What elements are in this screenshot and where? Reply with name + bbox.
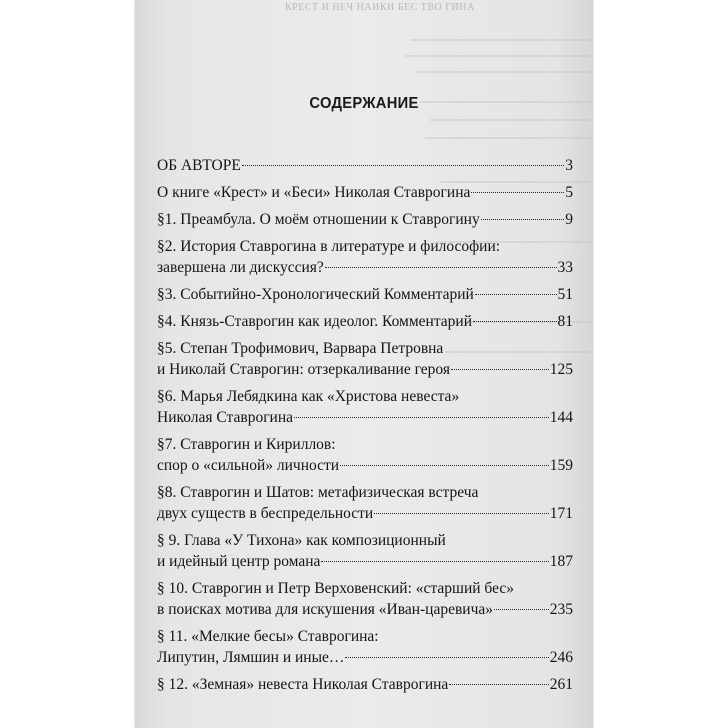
toc-entry-text: §5. Степан Трофимович, Варвара Петровна bbox=[157, 340, 444, 357]
dot-leader bbox=[449, 684, 548, 685]
toc-entry bbox=[157, 338, 573, 380]
toc-entry-text: §6. Марья Лебядкина как «Христова невеста» bbox=[157, 388, 460, 405]
toc-page-number: 159 bbox=[549, 457, 573, 474]
toc-page-number: 81 bbox=[557, 313, 573, 330]
toc-page-number: 33 bbox=[557, 259, 573, 276]
toc-entry-text: §1. Преамбула. О моём отношении к Ставрогину bbox=[157, 211, 480, 228]
dot-leader bbox=[242, 165, 564, 166]
toc-entry bbox=[157, 482, 573, 524]
toc-entry bbox=[157, 182, 573, 203]
toc-entry bbox=[157, 236, 573, 278]
toc-page-number: 9 bbox=[565, 211, 573, 228]
dot-leader bbox=[494, 609, 549, 610]
toc-page-number: 261 bbox=[549, 676, 573, 693]
toc-page-number: 235 bbox=[549, 601, 573, 618]
dot-leader bbox=[473, 321, 556, 322]
toc-entry bbox=[157, 386, 573, 428]
dot-leader bbox=[451, 369, 549, 370]
toc-entry-text: §4. Князь-Ставрогин как идеолог. Комментарий bbox=[157, 313, 473, 330]
dot-leader bbox=[481, 219, 565, 220]
book-page bbox=[135, 0, 593, 728]
toc-entry-text: и идейный центр романа bbox=[157, 553, 321, 570]
toc-page-number: 5 bbox=[565, 184, 573, 201]
toc-entry-text: О книге «Крест» и «Беси» Николая Ставрогина bbox=[157, 184, 471, 201]
toc-entry bbox=[157, 209, 573, 230]
toc-title: СОДЕРЖАНИЕ bbox=[309, 95, 419, 112]
toc-page-number: 144 bbox=[549, 409, 573, 426]
dot-leader bbox=[374, 513, 549, 514]
toc-entry-text: двух существ в беспредельности bbox=[157, 505, 374, 522]
dot-leader bbox=[475, 294, 557, 295]
toc-entry bbox=[157, 530, 573, 572]
toc-entry-text: ОБ АВТОРЕ bbox=[157, 157, 241, 174]
dot-leader bbox=[321, 561, 548, 562]
toc-entry-text: и Николай Ставрогин: отзеркаливание героя bbox=[157, 361, 450, 378]
toc-entry-text: Липутин, Лямшин и иные… bbox=[157, 649, 345, 666]
dot-leader bbox=[471, 192, 564, 193]
table-of-contents bbox=[157, 155, 573, 701]
toc-page-number: 246 bbox=[549, 649, 573, 666]
toc-page-number: 125 bbox=[549, 361, 573, 378]
toc-entry-text: в поисках мотива для искушения «Иван-царевича» bbox=[157, 601, 494, 618]
toc-entry bbox=[157, 311, 573, 332]
toc-page-number: 51 bbox=[557, 286, 573, 303]
dot-leader bbox=[340, 465, 549, 466]
dot-leader bbox=[345, 657, 548, 658]
toc-entry-text: § 11. «Мелкие бесы» Ставрогина: bbox=[157, 628, 379, 645]
toc-entry-text: § 9. Глава «У Тихона» как композиционный bbox=[157, 532, 446, 549]
toc-entry-text: §2. История Ставрогина в литературе и философии: bbox=[157, 238, 501, 255]
dot-leader bbox=[294, 417, 549, 418]
toc-entry-text: § 10. Ставрогин и Петр Верховенский: «старший бес» bbox=[157, 580, 514, 597]
toc-entry-text: §8. Ставрогин и Шатов: метафизическая встреча bbox=[157, 484, 479, 501]
toc-entry bbox=[157, 674, 573, 695]
toc-page-number: 171 bbox=[549, 505, 573, 522]
dot-leader bbox=[325, 267, 557, 268]
toc-entry bbox=[157, 284, 573, 305]
toc-entry-text: §7. Ставрогин и Кириллов: bbox=[157, 436, 336, 453]
toc-entry-text: § 12. «Земная» невеста Николая Ставрогина bbox=[157, 676, 449, 693]
running-header: КРЕСТ И НЕЧ НАИКИ БЕС ТВО ГИНА bbox=[285, 2, 475, 13]
toc-entry bbox=[157, 155, 573, 176]
toc-page-number: 3 bbox=[565, 157, 573, 174]
toc-entry bbox=[157, 578, 573, 620]
toc-page-number: 187 bbox=[549, 553, 573, 570]
toc-entry bbox=[157, 626, 573, 668]
toc-entry-text: §3. Событийно-Хронологический Комментарий bbox=[157, 286, 474, 303]
toc-entry-text: завершена ли дискуссия? bbox=[157, 259, 324, 276]
toc-entry-text: спор о «сильной» личности bbox=[157, 457, 340, 474]
toc-entry bbox=[157, 434, 573, 476]
toc-entry-text: Николая Ставрогина bbox=[157, 409, 294, 426]
